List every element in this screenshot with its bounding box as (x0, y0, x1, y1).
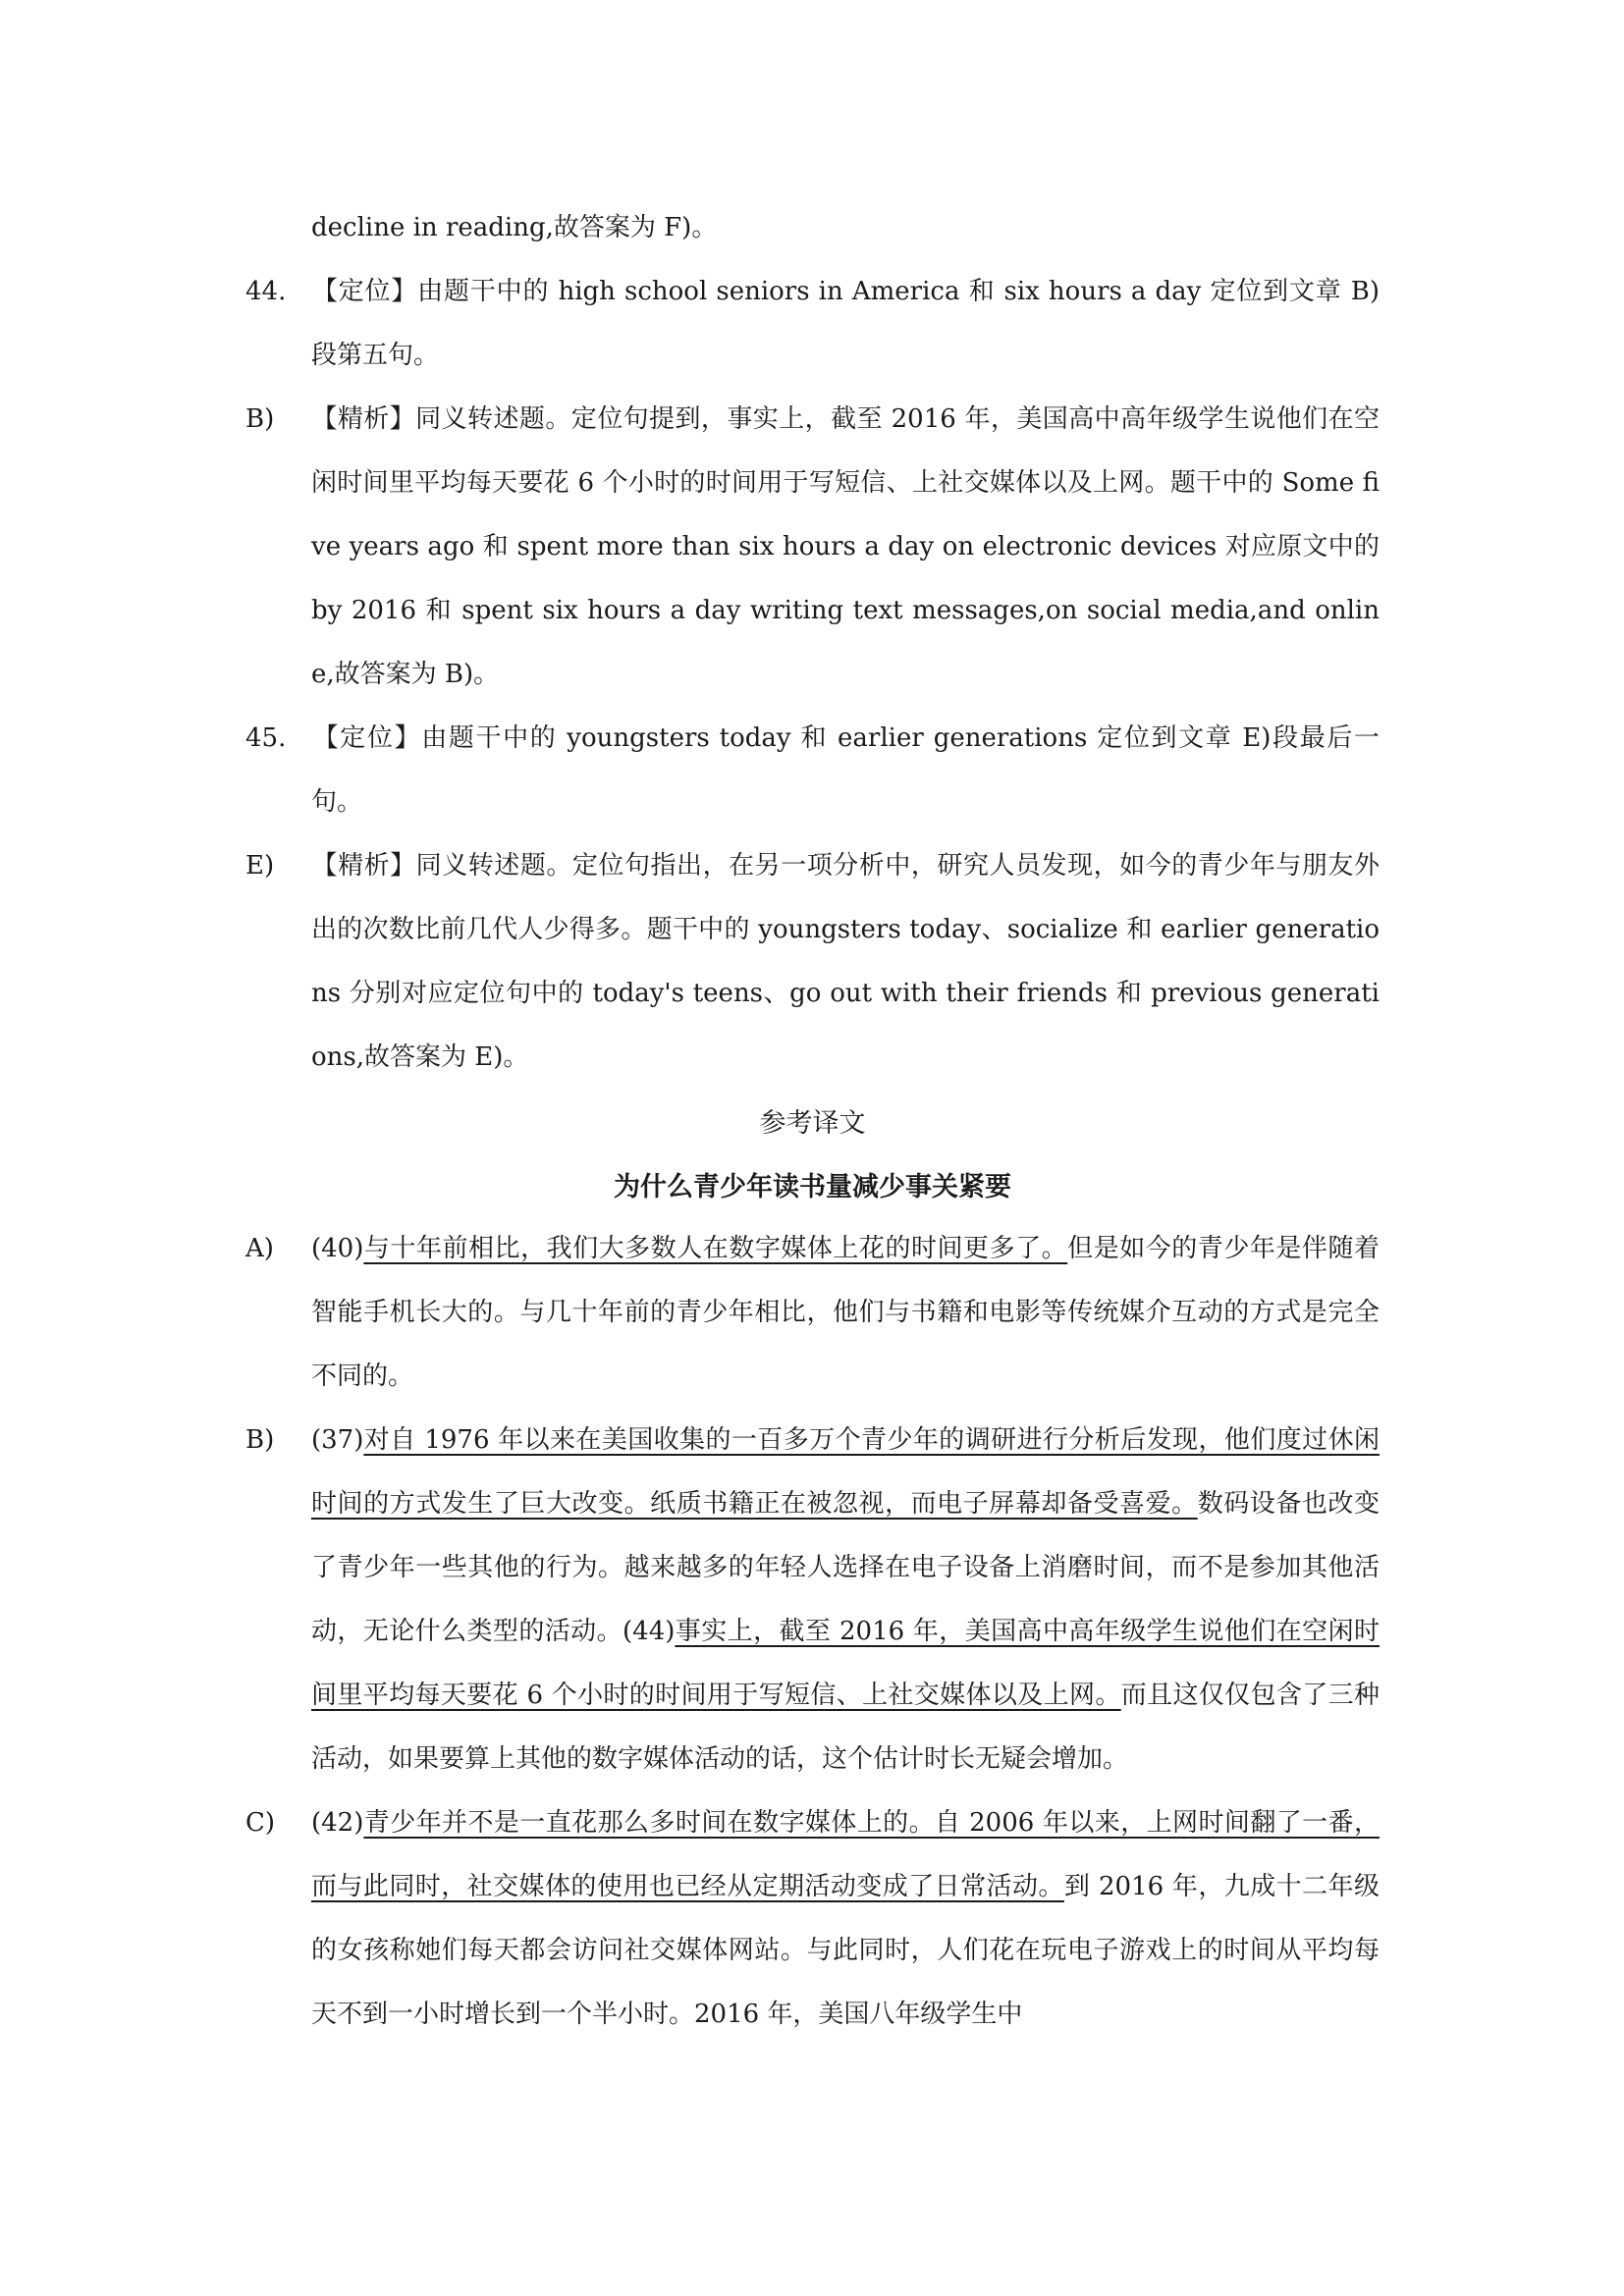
continued-line: decline in reading,故答案为 F)。 (311, 213, 718, 242)
paragraph-c-tag: (42) (311, 1808, 364, 1838)
q44-analysis (245, 388, 1380, 707)
paragraph-b-middle: 数码设备也改变了青少年一些其他的行为。越来越多的年轻人选择在电子设备上消磨时间，而不是参加其他活动，无论什么类型的活动。 (311, 1489, 1380, 1646)
q45-analysis-text: 【精析】同义转述题。定位句指出，在另一项分析中，研究人员发现，如今的青少年与朋友外出的次数比前几代人少得多。题干中的 youngsters today、socialize 和 earlier generations 分别对应定位句中的 today's teens、go out with their friends 和 previous generations,故答案为 E)。 (311, 851, 1380, 1072)
q44-answer-label: B) (245, 404, 275, 434)
paragraph-a-rest: 但是如今的青少年是伴随着智能手机长大的。与几十年前的青少年相比，他们与书籍和电影等传统媒介互动的方式是完全不同的。 (311, 1234, 1380, 1391)
paragraph-b-rest: 而且这仅仅包含了三种活动，如果要算上其他的数字媒体活动的话，这个估计时长无疑会增加。 (311, 1681, 1380, 1774)
q45-locate-text: 【定位】由题干中的 youngsters today 和 earlier generations 定位到文章 E)段最后一句。 (311, 723, 1380, 817)
translation-paragraph-a (245, 1217, 1380, 1409)
paragraph-c-underlined: 青少年并不是一直花那么多时间在数字媒体上的。自 2006 年以来，上网时间翻了一番，而与此同时，社交媒体的使用也已经从定期活动变成了日常活动。 (311, 1808, 1380, 1901)
paragraph-a-tag: (40) (311, 1234, 364, 1263)
q45-locate (245, 707, 1380, 834)
paragraph-c-rest: 到 2016 年，九成十二年级的女孩称她们每天都会访问社交媒体网站。与此同时，人们花在玩电子游戏上的时间从平均每天不到一小时增长到一个半小时。2016 年，美国八年级学生中 (311, 1872, 1380, 2029)
q44-locate (245, 260, 1380, 388)
paragraph-b-label: B) (245, 1425, 275, 1455)
paragraph-b-underlined-2: 事实上，截至 2016 年，美国高中高年级学生说他们在空闲时间里平均每天要花 6 个小时的时间用于写短信、上社交媒体以及上网。 (311, 1617, 1380, 1710)
q45-answer-label: E) (245, 851, 275, 881)
translation-paragraph-c (245, 1791, 1380, 2047)
q44-locate-text: 【定位】由题干中的 high school seniors in America 和 six hours a day 定位到文章 B)段第五句。 (311, 277, 1380, 370)
translation-paragraph-b (245, 1409, 1380, 1791)
paragraph-a-label: A) (245, 1234, 274, 1263)
q45-number: 45. (245, 723, 287, 753)
translation-body (245, 1217, 1380, 2047)
paragraph-c-label: C) (245, 1808, 276, 1838)
paragraph-a-underlined: 与十年前相比，我们大多数人在数字媒体上花的时间更多了。 (363, 1234, 1068, 1263)
q44-number: 44. (245, 277, 287, 306)
translation-title: 为什么青少年读书量减少事关紧要 (614, 1172, 1011, 1202)
paragraph-b-underlined-1: 对自 1976 年以来在美国收集的一百多万个青少年的调研进行分析后发现，他们度过休闲时间的方式发生了巨大改变。纸质书籍正在被忽视，而电子屏幕却备受喜爱。 (311, 1425, 1380, 1519)
q45-analysis (245, 834, 1380, 1090)
paragraph-b-tag: (37) (311, 1425, 364, 1455)
answer-explanations (245, 196, 1380, 1090)
q44-analysis-text: 【精析】同义转述题。定位句提到，事实上，截至 2016 年，美国高中高年级学生说他们在空闲时间里平均每天要花 6 个小时的时间用于写短信、上社交媒体以及上网。题干中的 Some five years ago 和 spent more than six hours a day on electronic devices 对应原文中的 by 2016 和 spent six hours a day writing text messages,on social media,and online,故答案为 B)。 (311, 404, 1380, 689)
translation-heading: 参考译文 (759, 1108, 866, 1139)
paragraph-b-tag-2: (44) (623, 1617, 676, 1646)
